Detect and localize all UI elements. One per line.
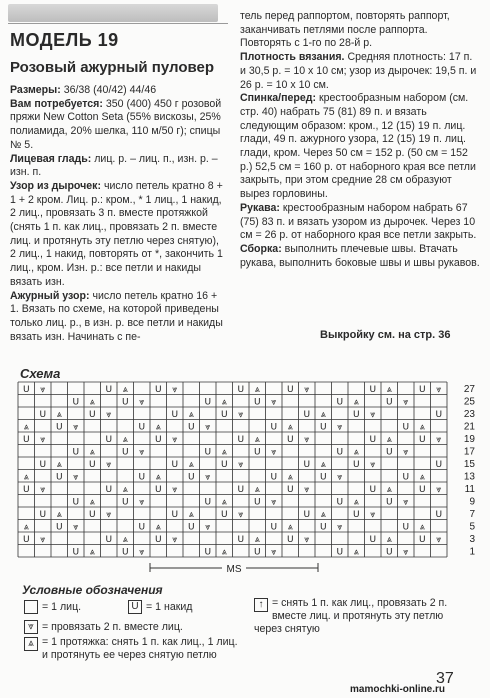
yarn-over-icon: U — [319, 522, 327, 533]
yarn-over-icon: U — [204, 497, 212, 508]
yarn-over-icon: U — [237, 535, 245, 545]
decrease-icon: ⩓ — [89, 447, 95, 458]
decrease-icon: ⩓ — [122, 385, 128, 395]
lace-text: число петель кратно 16 + 1. Вязать по схеме, на которой приведены только лиц. р., в изн. р. все петли и накиды вязать изн. Начинать с пе- — [10, 289, 223, 343]
density-label: Плотность вязания. — [240, 51, 345, 64]
decrease-icon: ⩔ — [403, 447, 409, 458]
decrease-icon: ⩔ — [139, 497, 145, 508]
decrease-icon: ⩔ — [238, 410, 244, 420]
yarn-over-icon: U — [187, 522, 195, 533]
yarn-over-icon: U — [303, 410, 311, 420]
row-number: 3 — [469, 534, 475, 545]
yarn-over-icon: U — [72, 497, 80, 508]
decrease-icon: ⩔ — [106, 460, 112, 470]
row-number: 13 — [463, 471, 475, 483]
decrease-icon: ⩔ — [337, 422, 343, 433]
yarn-over-icon: U — [154, 385, 162, 395]
row-numbers — [464, 384, 476, 558]
yarn-over-icon: U — [72, 397, 80, 408]
decrease-icon: ⩓ — [386, 485, 392, 495]
row-number: 17 — [463, 446, 475, 458]
schema-title: Схема — [20, 366, 61, 381]
decrease-icon: ⩓ — [353, 397, 359, 408]
legend-k2tog-text: = провязать 2 п. вместе лиц. — [42, 620, 183, 633]
yarn-over-icon: U — [22, 485, 30, 495]
yarn-over-icon: U — [303, 510, 311, 520]
yarn-over-icon: U — [319, 472, 327, 483]
assembly-label: Сборка: — [240, 242, 282, 255]
chart-grid — [18, 382, 447, 557]
decrease-icon: ⩓ — [419, 422, 425, 433]
legend-yo — [128, 600, 192, 614]
sizes-text: 36/38 (40/42) 44/46 — [63, 84, 157, 96]
decrease-icon: ⩓ — [23, 472, 29, 483]
decrease-icon: ⩔ — [139, 397, 145, 408]
yarn-over-icon: U — [138, 422, 146, 433]
decrease-icon: ⩓ — [254, 535, 260, 545]
yarn-over-icon: U — [253, 397, 261, 408]
ms-label: MS — [226, 564, 242, 575]
decrease-icon: ⩓ — [56, 510, 62, 520]
yarn-over-icon: U — [22, 535, 30, 545]
site-watermark: mamochki-online.ru — [350, 684, 446, 695]
decrease-icon: ⩓ — [56, 460, 62, 470]
yarn-over-icon: U — [72, 447, 80, 458]
yarn-over-icon: U — [237, 435, 245, 445]
yarn-over-icon: U — [88, 410, 96, 420]
decrease-icon: ⩔ — [73, 422, 79, 433]
decrease-icon: ⩓ — [419, 522, 425, 533]
eyelet-text: число петель кратно 8 + 1 + 2 кром. Лиц. р.: кром., * 1 лиц., 1 накид, 2 лиц., провязать 3 п. вместе протяжкой (снять 1 п. как лиц., провязать 2 п. вместе лиц. и протянуть эту петлю через снятую), 2 лиц., 1 накид, повторять от *, закончить 1 лиц., кром. Изн. р.: все петли и накиды вязать изн. — [10, 179, 223, 288]
row-number: 27 — [463, 384, 475, 395]
decrease-icon: ⩔ — [238, 510, 244, 520]
decrease-icon: ⩓ — [89, 547, 95, 558]
decrease-icon: ⩔ — [436, 385, 442, 395]
legend-ssk — [24, 636, 244, 662]
sleeves-text: крестообразным набором набрать 67 (75) 83 п. и вязать узором из дырочек. Через 10 см = 26 р. от наборного края все петли закрыть. — [240, 201, 477, 242]
yarn-over-icon: U — [286, 385, 294, 395]
decrease-icon: ⩓ — [188, 510, 194, 520]
materials-text: 350 (400) 450 г розовой пряжи New Cotton Seta (55% вискозы, 25% полиамида, 20% шелка, 110 м/50 г); спицы № 5. — [10, 97, 222, 151]
model-number: МОДЕЛЬ 19 — [10, 30, 119, 50]
yarn-over-icon: U — [352, 510, 360, 520]
decrease-icon: ⩓ — [287, 522, 293, 533]
decrease-icon: ⩓ — [254, 385, 260, 395]
row-number: 1 — [469, 546, 475, 558]
decrease-icon: ⩓ — [320, 460, 326, 470]
decrease-icon: ⩔ — [40, 435, 46, 445]
yarn-over-icon: U — [369, 385, 377, 395]
yarn-over-icon: U — [220, 510, 228, 520]
yarn-over-icon: U — [253, 547, 261, 558]
legend-title: Условные обозначения — [22, 583, 163, 597]
legend-sk2p-text: = снять 1 п. как лиц., провязать 2 п. вместе лиц. и протянуть эту петлю через снятую — [254, 597, 448, 635]
row-number: 25 — [463, 396, 475, 408]
decrease-icon: ⩔ — [370, 410, 376, 420]
yarn-over-icon: U — [128, 600, 142, 614]
decrease-icon: ⩔ — [271, 397, 277, 408]
decrease-icon: ⩔ — [436, 535, 442, 545]
density-text: Средняя плотность: 17 п. и 30,5 р. = 10 х 10 см; узор из дырочек: 19,5 п. и 26 р. = 10 х 10 см. — [240, 51, 477, 91]
decrease-icon: ⩓ — [155, 522, 161, 533]
yarn-over-icon: U — [39, 460, 47, 470]
yarn-over-icon: U — [385, 547, 393, 558]
yarn-over-icon: U — [55, 422, 63, 433]
back-front-label: Спинка/перед: — [240, 92, 317, 105]
yarn-over-icon: U — [204, 397, 212, 408]
sizes-label: Размеры: — [10, 84, 61, 96]
yarn-over-icon: U — [138, 522, 146, 533]
yarn-over-icon: U — [418, 485, 426, 495]
yarn-over-icon: U — [237, 385, 245, 395]
yarn-over-icon: U — [418, 535, 426, 545]
decrease-icon: ⩓ — [56, 410, 62, 420]
yarn-over-icon: U — [138, 472, 146, 483]
yarn-over-icon: U — [204, 447, 212, 458]
yarn-over-icon: U — [105, 435, 113, 445]
decrease-icon: ⩓ — [155, 422, 161, 433]
decrease-icon: ⩓ — [386, 435, 392, 445]
ssk-icon: ⩓ — [24, 637, 38, 651]
decrease-icon: ⩔ — [370, 460, 376, 470]
decrease-icon: ⩔ — [106, 410, 112, 420]
yarn-over-icon: U — [352, 410, 360, 420]
yarn-over-icon: U — [319, 422, 327, 433]
decrease-icon: ⩔ — [436, 485, 442, 495]
yarn-over-icon: U — [39, 410, 47, 420]
yarn-over-icon: U — [55, 522, 63, 533]
legend-knit-text: = 1 лиц. — [42, 600, 82, 613]
yarn-over-icon: U — [154, 535, 162, 545]
decrease-icon: ⩓ — [122, 435, 128, 445]
yarn-over-icon: U — [402, 422, 410, 433]
sleeves-label: Рукава: — [240, 201, 280, 214]
lace-label: Ажурный узор: — [10, 289, 90, 302]
decrease-icon: ⩓ — [89, 397, 95, 408]
yarn-over-icon: U — [154, 435, 162, 445]
decrease-icon: ⩓ — [122, 485, 128, 495]
decrease-icon: ⩔ — [271, 547, 277, 558]
decrease-icon: ⩔ — [172, 535, 178, 545]
yarn-over-icon: U — [385, 447, 393, 458]
yarn-over-icon: U — [253, 497, 261, 508]
stockinette-text: лиц. р. – лиц. п., изн. р. – изн. п. — [10, 152, 218, 179]
yarn-over-icon: U — [286, 485, 294, 495]
yarn-over-icon: U — [105, 535, 113, 545]
row-number: 23 — [463, 409, 475, 420]
decrease-icon: ⩔ — [304, 535, 310, 545]
decrease-icon: ⩔ — [304, 435, 310, 445]
yarn-over-icon: U — [171, 510, 179, 520]
decrease-icon: ⩔ — [403, 397, 409, 408]
knit-symbol-icon — [24, 600, 38, 614]
decrease-icon: ⩓ — [254, 485, 260, 495]
decrease-icon: ⩓ — [221, 397, 227, 408]
decrease-icon: ⩔ — [73, 472, 79, 483]
assembly-text: выполнить плечевые швы. Втачать рукава, выполнить боковые швы и швы рукавов. — [240, 242, 480, 269]
decrease-icon: ⩓ — [188, 410, 194, 420]
yarn-over-icon: U — [303, 460, 311, 470]
decrease-icon: ⩓ — [221, 497, 227, 508]
decrease-icon: ⩔ — [205, 422, 211, 433]
decrease-icon: ⩓ — [386, 535, 392, 545]
decrease-icon: ⩔ — [403, 547, 409, 558]
row-number: 7 — [469, 509, 475, 520]
decrease-icon: ⩓ — [89, 497, 95, 508]
yarn-over-icon: U — [352, 460, 360, 470]
decrease-icon: ⩓ — [287, 422, 293, 433]
legend-sk2p — [254, 597, 454, 636]
yarn-over-icon: U — [237, 485, 245, 495]
decrease-icon: ⩓ — [221, 447, 227, 458]
back-front-text: крестообразным набором (см. стр. 40) набрать 75 (81) 89 п. и вязать следующим образом: кром., 12 (15) 19 п. лиц. глади, 49 п. ажурного узора, 12 (15) 19 п. лиц. глади, кром. Через 50 см = 152 р. (50 см = 152 р.) 52,5 см = 160 р. от наборного края все петли закрыть, при этом средние 28 см образуют вырез горловины. — [240, 92, 476, 201]
yarn-over-icon: U — [22, 385, 30, 395]
yarn-over-icon: U — [336, 397, 344, 408]
row-number: 21 — [463, 421, 475, 433]
decrease-icon: ⩔ — [337, 472, 343, 483]
row-number: 11 — [464, 484, 475, 495]
yarn-over-icon: U — [253, 447, 261, 458]
yarn-over-icon: U — [369, 435, 377, 445]
row-number: 15 — [463, 459, 475, 470]
yarn-over-icon: U — [88, 460, 96, 470]
decrease-icon: ⩔ — [337, 522, 343, 533]
yarn-over-icon: U — [72, 547, 80, 558]
decrease-icon: ⩔ — [139, 447, 145, 458]
decrease-icon: ⩓ — [287, 472, 293, 483]
eyelet-label: Узор из дырочек: — [10, 179, 101, 192]
yarn-over-icon: U — [336, 447, 344, 458]
legend-knit — [24, 600, 81, 614]
decrease-icon: ⩔ — [205, 522, 211, 533]
yarn-over-icon: U — [270, 472, 278, 483]
decrease-icon: ⩔ — [304, 385, 310, 395]
yarn-over-icon: U — [336, 547, 344, 558]
yarn-over-icon: U — [385, 497, 393, 508]
yarn-over-icon: U — [336, 497, 344, 508]
decrease-icon: ⩔ — [106, 510, 112, 520]
yarn-over-icon: U — [220, 460, 228, 470]
yarn-over-icon: U — [121, 447, 129, 458]
decrease-icon: ⩓ — [155, 472, 161, 483]
legend-k2tog — [24, 620, 183, 634]
decrease-icon: ⩓ — [320, 410, 326, 420]
yarn-over-icon: U — [39, 510, 47, 520]
decrease-icon: ⩔ — [172, 485, 178, 495]
decrease-icon: ⩔ — [205, 472, 211, 483]
yarn-over-icon: U — [121, 547, 129, 558]
decrease-icon: ⩔ — [403, 497, 409, 508]
yarn-over-icon: U — [435, 510, 443, 520]
decrease-icon: ⩔ — [172, 435, 178, 445]
yarn-over-icon: U — [270, 522, 278, 533]
row-number: 5 — [469, 521, 475, 533]
materials-label: Вам потребуется: — [10, 97, 103, 110]
decrease-icon: ⩓ — [254, 435, 260, 445]
decrease-icon: ⩔ — [436, 435, 442, 445]
yarn-over-icon: U — [22, 435, 30, 445]
decrease-icon: ⩓ — [221, 547, 227, 558]
yarn-over-icon: U — [121, 497, 129, 508]
yarn-over-icon: U — [171, 410, 179, 420]
decrease-icon: ⩔ — [73, 522, 79, 533]
decrease-icon: ⩔ — [139, 547, 145, 558]
continuation-text: тель перед раппортом, повторять раппорт, заканчивать петлями после раппорта. Повторять с 1-го по 28-й р. — [240, 10, 450, 50]
row-number: 9 — [469, 496, 475, 508]
yarn-over-icon: U — [187, 472, 195, 483]
decrease-icon: ⩓ — [23, 522, 29, 533]
yarn-over-icon: U — [154, 485, 162, 495]
decrease-icon: ⩓ — [353, 547, 359, 558]
decrease-icon: ⩓ — [353, 447, 359, 458]
page-title: Розовый ажурный пуловер — [10, 59, 215, 76]
decrease-icon: ⩔ — [271, 497, 277, 508]
decrease-icon: ⩔ — [40, 535, 46, 545]
yarn-over-icon: U — [105, 385, 113, 395]
decrease-icon: ⩔ — [238, 460, 244, 470]
yarn-over-icon: U — [204, 547, 212, 558]
decrease-icon: ⩔ — [304, 485, 310, 495]
decrease-icon: ⩔ — [172, 385, 178, 395]
decrease-icon: ⩓ — [188, 460, 194, 470]
page-number: 37 — [436, 670, 454, 687]
yarn-over-icon: U — [418, 385, 426, 395]
yarn-over-icon: U — [171, 460, 179, 470]
legend-ssk-text: = 1 протяжка: снять 1 п. как лиц., 1 лиц. и протянуть ее через снятую петлю — [42, 636, 238, 661]
decrease-icon: ⩓ — [320, 510, 326, 520]
ms-bracket — [150, 563, 318, 575]
stockinette-label: Лицевая гладь: — [10, 152, 92, 165]
yarn-over-icon: U — [105, 485, 113, 495]
decrease-icon: ⩓ — [353, 497, 359, 508]
yarn-over-icon: U — [385, 397, 393, 408]
yarn-over-icon: U — [187, 422, 195, 433]
decrease-icon: ⩔ — [370, 510, 376, 520]
yarn-over-icon: U — [55, 472, 63, 483]
decrease-icon: ⩔ — [271, 447, 277, 458]
decrease-icon: ⩓ — [386, 385, 392, 395]
pattern-note: Выкройку см. на стр. 36 — [320, 329, 451, 341]
yarn-over-icon: U — [121, 397, 129, 408]
yarn-over-icon: U — [369, 485, 377, 495]
yarn-over-icon: U — [286, 435, 294, 445]
decrease-icon: ⩓ — [122, 535, 128, 545]
decrease-icon: ⩔ — [40, 385, 46, 395]
yarn-over-icon: U — [270, 422, 278, 433]
yarn-over-icon: U — [402, 522, 410, 533]
yarn-over-icon: U — [286, 535, 294, 545]
yarn-over-icon: U — [402, 472, 410, 483]
k2tog-icon: ⩔ — [24, 620, 38, 634]
yarn-over-icon: U — [88, 510, 96, 520]
yarn-over-icon: U — [435, 410, 443, 420]
yarn-over-icon: U — [435, 460, 443, 470]
row-number: 19 — [463, 434, 475, 445]
legend-yo-text: = 1 накид — [146, 600, 193, 613]
yarn-over-icon: U — [418, 435, 426, 445]
decrease-icon: ⩓ — [23, 422, 29, 433]
yarn-over-icon: U — [369, 535, 377, 545]
decrease-icon: ⩓ — [419, 472, 425, 483]
decrease-icon: ⩔ — [40, 485, 46, 495]
sk2p-icon: ↑ — [254, 598, 268, 612]
yarn-over-icon: U — [220, 410, 228, 420]
